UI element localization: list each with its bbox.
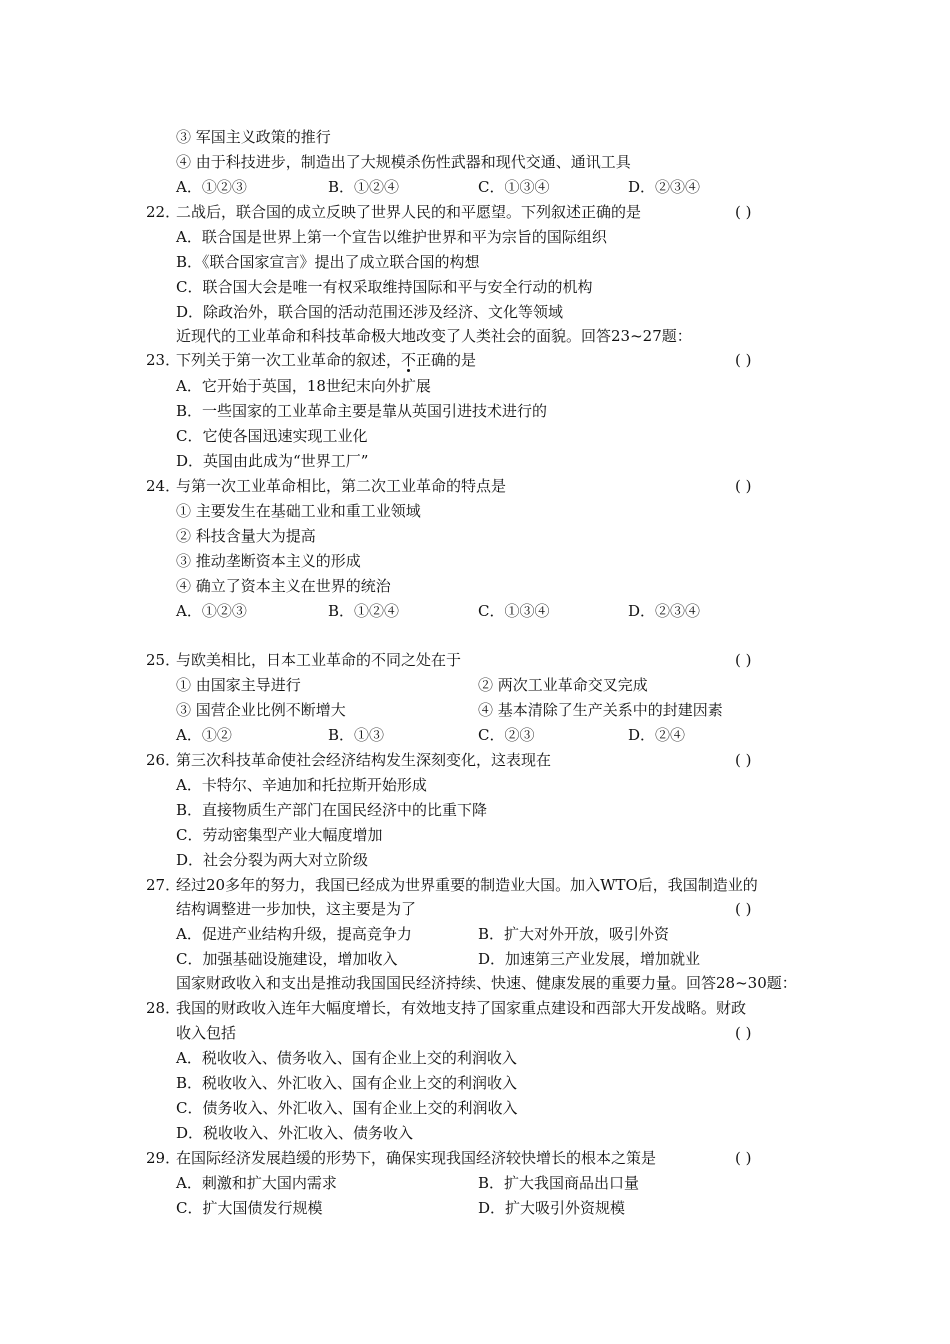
q29-option-c: C．扩大国债发行规模 — [176, 1199, 323, 1217]
q25-statement-3: ③ 国营企业比例不断增大 — [176, 701, 346, 719]
q28-option-c: C．债务收入、外汇收入、国有企业上交的利润收入 — [176, 1099, 518, 1117]
q27-option-a: A．促进产业结构升级，提高竞争力 — [176, 925, 412, 943]
q22-answer-bracket: ( ) — [735, 203, 752, 221]
q25-option-a: A．①② — [176, 726, 232, 744]
q25-answer-bracket: ( ) — [735, 651, 752, 669]
intro-23-27: 近现代的工业革命和科技革命极大地改变了人类社会的面貌。回答23~27题： — [176, 327, 692, 345]
q24-statement-3: ③ 推动垄断资本主义的形成 — [176, 552, 361, 570]
q24-option-d: D．②③④ — [628, 602, 701, 620]
q21-statement-3: ③ 军国主义政策的推行 — [176, 128, 331, 146]
q22-option-b: B．《联合国家宣言》提出了成立联合国的构想 — [176, 253, 480, 271]
intro-28-30: 国家财政收入和支出是推动我国国民经济持续、快速、健康发展的重要力量。回答28~30题： — [176, 974, 797, 992]
q28-stem-line-1: 我国的财政收入连年大幅度增长，有效地支持了国家重点建设和西部大开发战略。财政 — [176, 999, 747, 1017]
q24-statement-2: ② 科技含量大为提高 — [176, 527, 316, 545]
q27-stem-line-1: 经过20多年的努力，我国已经成为世界重要的制造业大国。加入WTO后，我国制造业的 — [176, 876, 758, 894]
q22-stem: 二战后，联合国的成立反映了世界人民的和平愿望。下列叙述正确的是 — [176, 203, 642, 221]
q27-option-b: B．扩大对外开放，吸引外资 — [478, 925, 670, 943]
q23-answer-bracket: ( ) — [735, 351, 752, 369]
q23-option-a: A．它开始于英国，18世纪末向外扩展 — [176, 377, 431, 395]
q22-option-c: C．联合国大会是唯一有权采取维持国际和平与安全行动的机构 — [176, 278, 593, 296]
q28-option-d: D．税收收入、外汇收入、债务收入 — [176, 1124, 414, 1142]
q26-option-a: A．卡特尔、辛迪加和托拉斯开始形成 — [176, 776, 427, 794]
q23-number: 23． — [146, 351, 181, 369]
q23-stem-pre: 下列关于第一次工业革命的叙述， — [176, 351, 402, 369]
q26-stem: 第三次科技革命使社会经济结构发生深刻变化，这表现在 — [176, 751, 552, 769]
q21-option-d: D．②③④ — [628, 178, 701, 196]
q27-option-d: D．加速第三产业发展，增加就业 — [478, 950, 701, 968]
q24-option-b: B．①②④ — [328, 602, 400, 620]
q29-number: 29． — [146, 1149, 181, 1167]
q21-option-b: B．①②④ — [328, 178, 400, 196]
q24-stem: 与第一次工业革命相比，第二次工业革命的特点是 — [176, 477, 507, 495]
q21-statement-4: ④ 由于科技进步，制造出了大规模杀伤性武器和现代交通、通讯工具 — [176, 153, 631, 171]
q22-option-a: A．联合国是世界上第一个宣告以维护世界和平为宗旨的国际组织 — [176, 228, 607, 246]
q26-answer-bracket: ( ) — [735, 751, 752, 769]
q26-option-b: B．直接物质生产部门在国民经济中的比重下降 — [176, 801, 488, 819]
q29-option-a: A．刺激和扩大国内需求 — [176, 1174, 337, 1192]
q21-option-a: A．①②③ — [176, 178, 247, 196]
q24-number: 24． — [146, 477, 181, 495]
q29-option-b: B．扩大我国商品出口量 — [478, 1174, 640, 1192]
q27-number: 27． — [146, 876, 181, 894]
q28-answer-bracket: ( ) — [735, 1024, 752, 1042]
q21-option-c: C．①③④ — [478, 178, 550, 196]
q25-option-b: B．①③ — [328, 726, 385, 744]
q26-number: 26． — [146, 751, 181, 769]
q28-option-a: A．税收收入、债务收入、国有企业上交的利润收入 — [176, 1049, 517, 1067]
q26-option-d: D．社会分裂为两大对立阶级 — [176, 851, 369, 869]
q24-answer-bracket: ( ) — [735, 477, 752, 495]
q23-stem-post: 正确的是 — [416, 351, 477, 369]
q29-stem: 在国际经济发展趋缓的形势下，确保实现我国经济较快增长的根本之策是 — [176, 1149, 657, 1167]
q27-answer-bracket: ( ) — [735, 900, 752, 918]
q27-stem-line-2: 结构调整进一步加快，这主要是为了 — [176, 900, 417, 918]
q28-stem-line-2: 收入包括 — [176, 1024, 237, 1042]
q24-option-a: A．①②③ — [176, 602, 247, 620]
q25-option-c: C．②③ — [478, 726, 535, 744]
q29-answer-bracket: ( ) — [735, 1149, 752, 1167]
q23-stem — [176, 350, 476, 370]
q27-option-c: C．加强基础设施建设，增加收入 — [176, 950, 398, 968]
q25-statement-2: ② 两次工业革命交叉完成 — [478, 676, 648, 694]
q23-option-b: B．一些国家的工业革命主要是靠从英国引进技术进行的 — [176, 402, 548, 420]
q22-option-d: D．除政治外，联合国的活动范围还涉及经济、文化等领域 — [176, 303, 564, 321]
q23-option-c: C．它使各国迅速实现工业化 — [176, 427, 368, 445]
q24-option-c: C．①③④ — [478, 602, 550, 620]
q28-number: 28． — [146, 999, 181, 1017]
q25-stem: 与欧美相比，日本工业革命的不同之处在于 — [176, 651, 462, 669]
q25-option-d: D．②④ — [628, 726, 686, 744]
q24-statement-1: ① 主要发生在基础工业和重工业领域 — [176, 502, 421, 520]
q23-stem-emphasis: 不 — [401, 351, 417, 369]
q26-option-c: C．劳动密集型产业大幅度增加 — [176, 826, 383, 844]
q24-statement-4: ④ 确立了资本主义在世界的统治 — [176, 577, 391, 595]
q25-statement-4: ④ 基本清除了生产关系中的封建因素 — [478, 701, 723, 719]
q22-number: 22． — [146, 203, 181, 221]
q25-number: 25． — [146, 651, 181, 669]
q28-option-b: B．税收收入、外汇收入、国有企业上交的利润收入 — [176, 1074, 518, 1092]
q29-option-d: D．扩大吸引外资规模 — [478, 1199, 626, 1217]
q23-option-d: D．英国由此成为“世界工厂” — [176, 452, 369, 470]
q25-statement-1: ① 由国家主导进行 — [176, 676, 301, 694]
